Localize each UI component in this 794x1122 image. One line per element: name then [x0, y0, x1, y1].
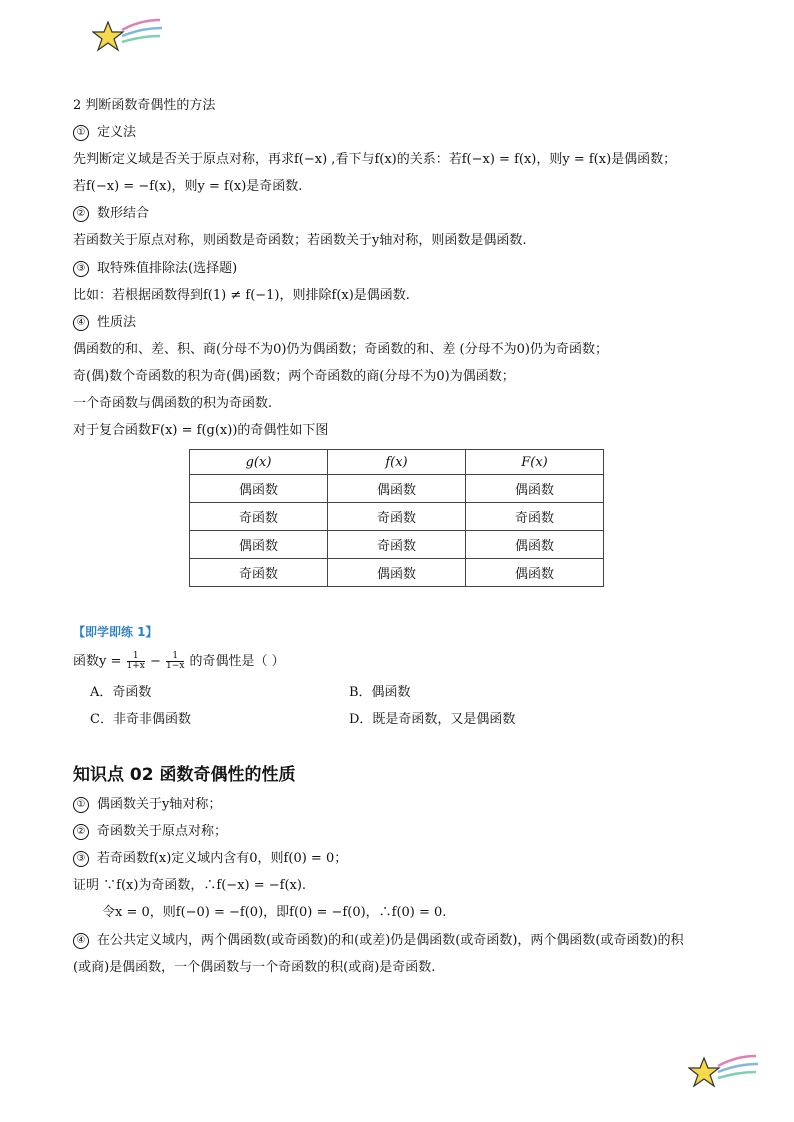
table-cell: 偶函数 — [328, 475, 466, 503]
property-2: ② 奇函数关于原点对称； — [73, 823, 227, 841]
method-4-text: 对于复合函数F(x) = f(g(x))的奇偶性如下图 — [73, 423, 329, 438]
section-heading: 2 判断函数奇偶性的方法 — [73, 98, 216, 113]
table-cell: 奇函数 — [328, 503, 466, 531]
fraction: $\frac{1}{1-x}$ — [166, 651, 185, 671]
method-4-text: 一个奇函数与偶函数的积为奇函数. — [73, 396, 273, 411]
number-2-icon: ② — [73, 824, 89, 840]
table-header: g(x) — [190, 450, 328, 475]
number-1-icon: ① — [73, 125, 89, 141]
proof-line: 证明 ∵f(x)为奇函数，∴f(−x) = −f(x). — [73, 878, 307, 893]
table-cell: 偶函数 — [466, 531, 604, 559]
table-cell: 奇函数 — [190, 559, 328, 587]
practice-label: 【即学即练 1】 — [73, 625, 158, 639]
property-4-continued: (或商)是偶函数，一个偶函数与一个奇函数的积(或商)是奇函数. — [73, 960, 436, 975]
table-header: f(x) — [328, 450, 466, 475]
table-cell: 偶函数 — [466, 475, 604, 503]
number-2-icon: ② — [73, 206, 89, 222]
property-3: ③ 若奇函数f(x)定义域内含有0，则f(0) = 0； — [73, 850, 347, 868]
table-cell: 奇函数 — [190, 503, 328, 531]
method-4-text: 偶函数的和、差、积、商(分母不为0)仍为偶函数；奇函数的和、差 (分母不为0)仍为奇函数； — [73, 342, 608, 357]
method-2-text: 若函数关于原点对称，则函数是奇函数；若函数关于y轴对称，则函数是偶函数. — [73, 233, 527, 248]
knowledge-point-heading: 知识点 02 函数奇偶性的性质 — [73, 765, 296, 785]
composite-parity-table — [189, 449, 604, 587]
table-row — [190, 559, 604, 587]
number-4-icon: ④ — [73, 933, 89, 949]
number-3-icon: ③ — [73, 851, 89, 867]
table-row — [190, 531, 604, 559]
table-cell: 偶函数 — [190, 531, 328, 559]
option-d[interactable]: D．既是奇函数，又是偶函数 — [349, 712, 516, 727]
table-row — [190, 475, 604, 503]
method-1-text: 若f(−x) = −f(x)，则y = f(x)是奇函数. — [73, 179, 303, 194]
property-1: ① 偶函数关于y轴对称； — [73, 796, 221, 814]
table-cell: 偶函数 — [328, 559, 466, 587]
option-c[interactable]: C．非奇非偶函数 — [90, 712, 191, 727]
method-1-text: 先判断定义域是否关于原点对称，再求f(−x) ,看下与f(x)的关系：若f(−x) = f(x)，则y = f(x)是偶函数； — [73, 152, 677, 167]
method-4-title: ④ 性质法 — [73, 314, 136, 332]
number-3-icon: ③ — [73, 261, 89, 277]
table-header-row — [190, 450, 604, 475]
proof-line: 令x = 0，则f(−0) = −f(0)，即f(0) = −f(0)，∴f(0) = 0. — [102, 905, 447, 920]
star-decoration-icon — [92, 16, 164, 58]
number-1-icon: ① — [73, 797, 89, 813]
method-2-title: ② 数形结合 — [73, 205, 149, 223]
fraction: $\frac{1}{1+x}$ — [126, 651, 145, 671]
table-row — [190, 503, 604, 531]
property-4: ④ 在公共定义域内，两个偶函数(或奇函数)的和(或差)仍是偶函数(或奇函数)，两个偶函数(或奇函数)的积 — [73, 932, 684, 950]
method-4-text: 奇(偶)数个奇函数的积为奇(偶)函数；两个奇函数的商(分母不为0)为偶函数； — [73, 369, 515, 384]
option-a[interactable]: A．奇函数 — [90, 685, 152, 700]
table-cell: 奇函数 — [328, 531, 466, 559]
number-4-icon: ④ — [73, 315, 89, 331]
method-3-title: ③ 取特殊值排除法(选择题) — [73, 260, 237, 278]
method-1-title: ① 定义法 — [73, 124, 136, 142]
table-cell: 偶函数 — [466, 559, 604, 587]
method-3-text: 比如：若根据函数得到f(1) ≠ f(−1)，则排除f(x)是偶函数. — [73, 288, 410, 303]
option-b[interactable]: B．偶函数 — [349, 685, 411, 700]
table-cell: 偶函数 — [190, 475, 328, 503]
table-header: F(x) — [466, 450, 604, 475]
star-decoration-icon — [688, 1052, 760, 1094]
practice-question: 函数y = $\frac{1}{1+x}$ − $\frac{1}{1-x}$ 的奇偶性是（ ） — [73, 651, 285, 671]
table-cell: 奇函数 — [466, 503, 604, 531]
